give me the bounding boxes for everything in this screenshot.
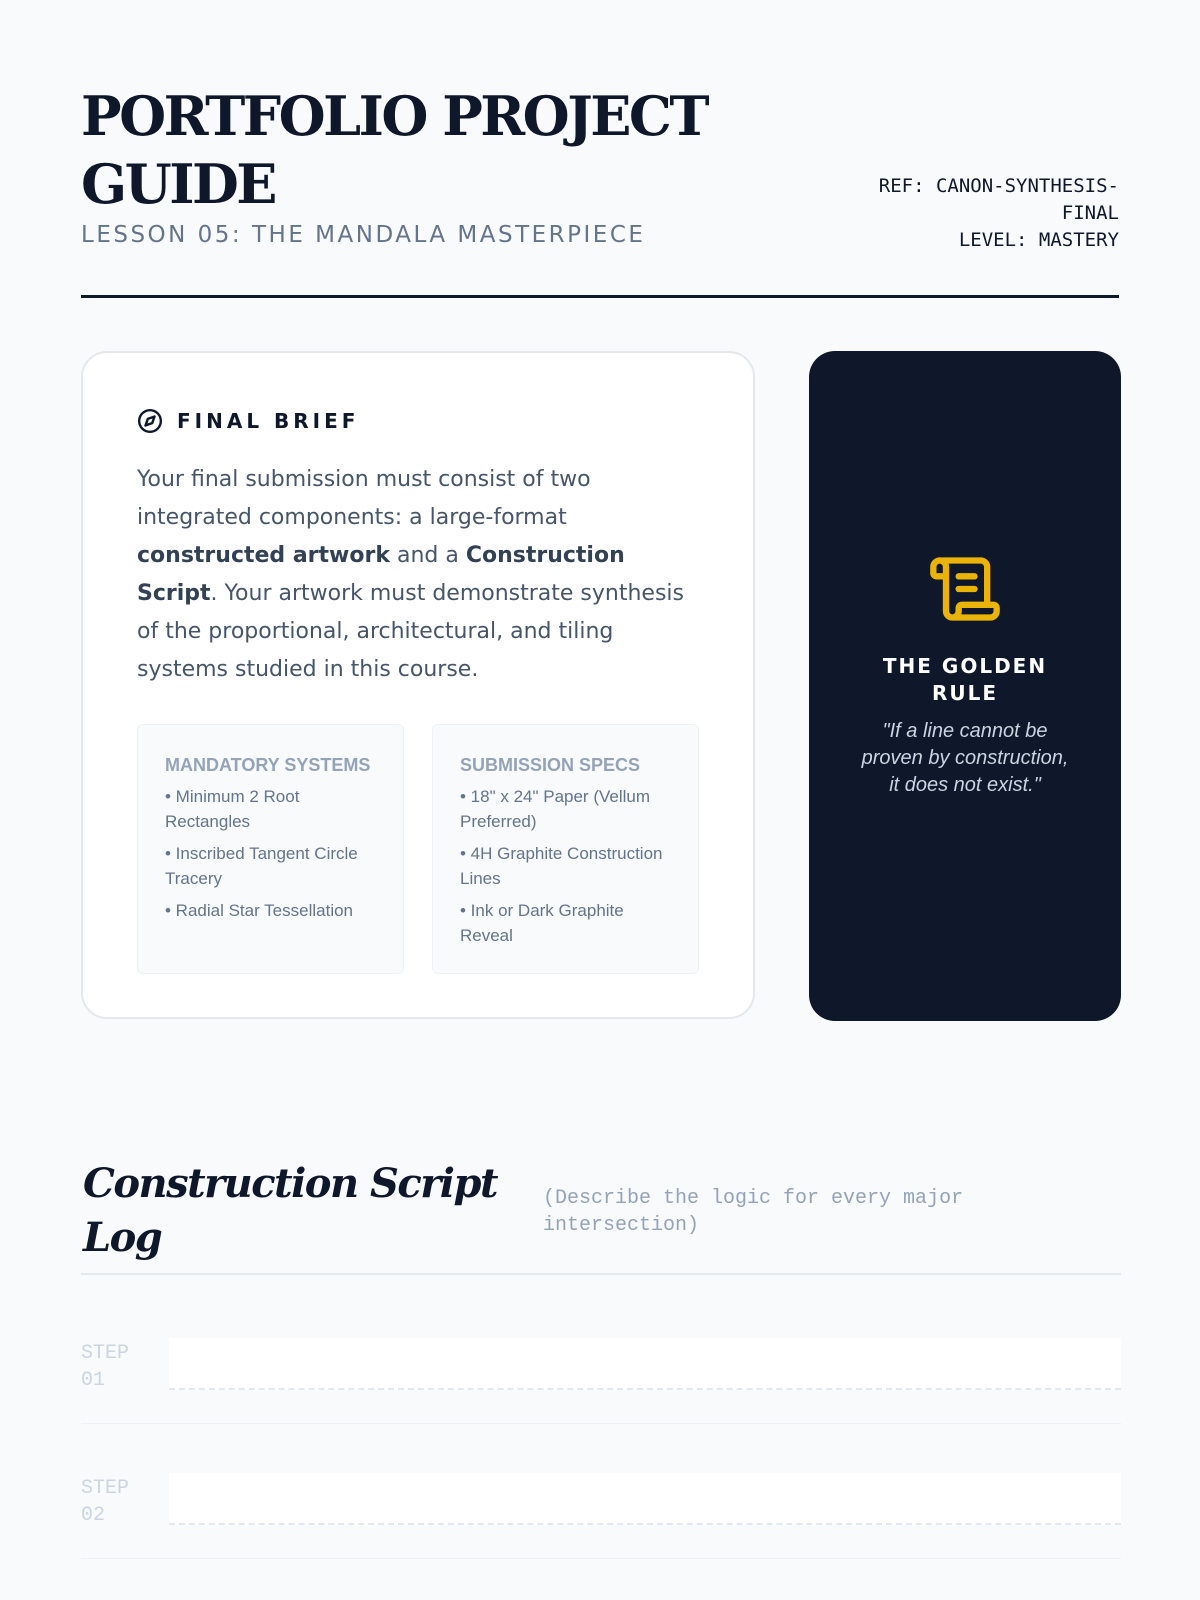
list-item: • 18" x 24" Paper (Vellum Preferred) <box>460 787 651 831</box>
list-item: • Inscribed Tangent Circle Tracery <box>165 844 358 888</box>
final-brief-card <box>81 351 755 1019</box>
list-item: • 4H Graphite Construction Lines <box>460 844 663 888</box>
brief-text <box>137 461 699 689</box>
step-label: STEP 02 <box>81 1477 130 1527</box>
construction-script-hint: (Describe the logic for every major intersection) <box>543 1187 964 1237</box>
doc-meta <box>829 173 1119 254</box>
compass-icon <box>137 408 163 434</box>
mandatory-systems-box <box>137 724 404 974</box>
step-label: STEP 01 <box>81 1342 130 1392</box>
brief-text-part: Your final submission must consist of two integrated components: a large-format <box>137 467 591 530</box>
brief-label: FINAL BRIEF <box>177 409 360 433</box>
brief-text-part: . Your artwork must demonstrate synthesis of the proportional, architectural, and tiling systems studied in this course. <box>137 581 684 682</box>
page-subtitle: LESSON 05: THE MANDALA MASTERPIECE <box>81 222 646 248</box>
page-title: PORTFOLIO PROJECT GUIDE <box>81 84 708 216</box>
step-row-01 <box>81 1340 1121 1424</box>
brief-text-part: and a <box>389 543 466 568</box>
golden-rule-title: THE GOLDEN RULE <box>882 654 1048 705</box>
golden-rule-card <box>809 351 1121 1021</box>
golden-rule-quote: "If a line cannot be proven by construction, it does not exist." <box>861 720 1069 796</box>
brief-emphasis-artwork: constructed artwork <box>137 543 390 568</box>
construction-script-title: Construction Script Log <box>83 1160 497 1261</box>
spec-row <box>137 724 699 974</box>
step-02-input[interactable] <box>169 1473 1121 1525</box>
ref-code: REF: CANON-SYNTHESIS-FINAL <box>878 175 1119 224</box>
step-row-02 <box>81 1475 1121 1559</box>
step-01-input[interactable] <box>169 1338 1121 1390</box>
list-item: • Minimum 2 Root Rectangles <box>165 787 300 831</box>
brief-emphasis-script: Construction Script <box>137 543 625 606</box>
submission-specs-box <box>432 724 699 974</box>
list-item: • Ink or Dark Graphite Reveal <box>460 901 624 945</box>
submission-specs-title: SUBMISSION SPECS <box>460 755 641 775</box>
scroll-icon <box>927 551 1003 627</box>
brief-heading <box>137 407 699 435</box>
page-header <box>81 0 1119 298</box>
level-label: LEVEL: MASTERY <box>958 229 1119 251</box>
list-item: • Radial Star Tessellation <box>165 901 354 920</box>
mandatory-systems-title: MANDATORY SYSTEMS <box>165 755 371 775</box>
construction-script-header <box>81 1157 1121 1275</box>
